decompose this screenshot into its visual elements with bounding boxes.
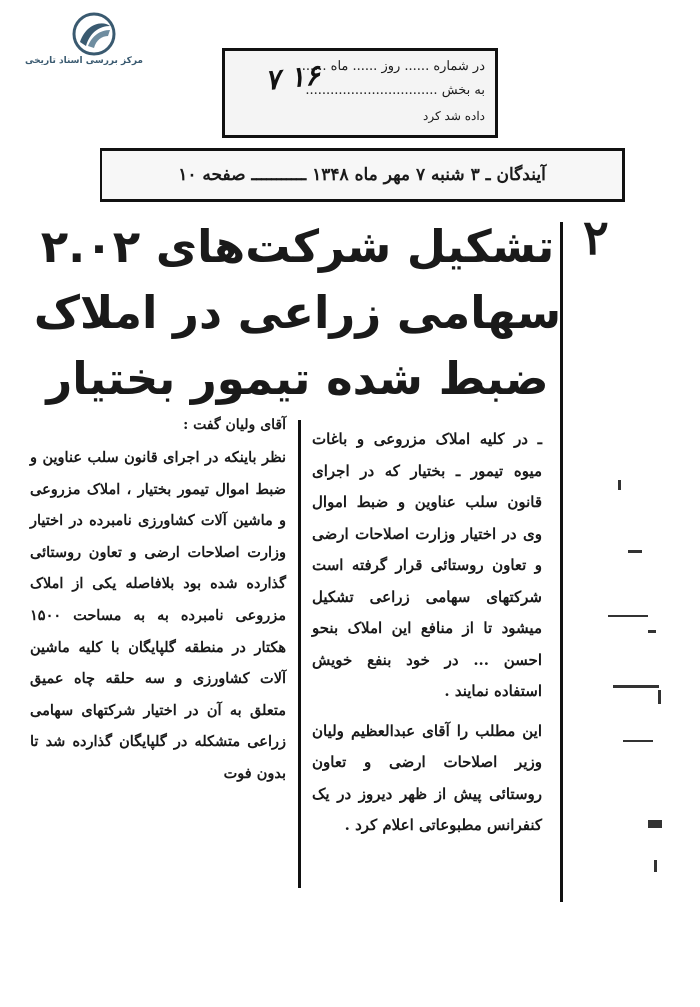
headline-line-1: تشکیل شرکت‌های ۲.۰۲ [40,220,555,273]
adjacent-column-remnants [588,440,688,920]
archive-logo [24,12,144,72]
stamp-line-2: به بخش ................................ [305,83,485,98]
article-column-right [312,424,542,842]
stamp-handwriting: ۱۶ ۷ [263,58,322,97]
logo-text: مرکز بررسی اسناد تاریخی [24,56,144,66]
stamp-line-1: در شماره ...... روز ...... ماه ...... [301,59,485,74]
archive-logo-icon [72,12,116,56]
stamp-line-3: داده شد کرد [423,109,485,123]
headline-line-3: ضبط شده تیمور بختیار [46,352,549,405]
article-headline [20,214,575,412]
side-number: ۲ [583,210,609,266]
article-paragraph: ـ در کلیه املاک مزروعی و باغات میوه تیمور ـ بختیار که در اجرای قانون سلب عناوین و ضبط اموال وی در اختیار وزارت اصلاحات ارضی و تعاون روستائی قرار گرفته است شرکتهای سهامی زراعی تشکیل میشود تا از منافع این املاک بنحو احسن ... در خود بنفع خویش استفاده نمایند . [312,430,542,700]
registry-stamp [222,48,498,138]
article-subhead: آقای ولیان گفت : [183,417,286,433]
article-paragraph: نظر باینکه در اجرای قانون سلب عناوین و ضبط اموال تیمور بختیار ، املاک مزروعی و ماشین آلات کشاورزی نامبرده در اختیار وزارت اصلاحات ارضی و تعاون روستائی گذارده شده بود بلافاصله یکی از املاک مزروعی نامبرده به به مساحت ۱۵۰۰ هکتار در منطقه گلپایگان با کلیه ماشین آلات کشاورزی و سه حلقه چاه عمیق متعلق به آن در اختیار شرکتهای سهامی زراعی متشکله در گلپایگان گذارده شد تا بدون فوت [30,449,286,782]
column-divider [298,420,301,888]
article-column-left [30,412,286,790]
newspaper-dateline: آیندگان ـ ۳ شنبه ۷ مهر ماه ۱۳۴۸ ـــــــــــ صفحه ۱۰ [100,148,625,202]
headline-line-2: سهامی زراعی در املاک [33,286,562,339]
article-paragraph: این مطلب را آقای عبدالعظیم ولیان وزیر اصلاحات ارضی و تعاون روستائی پیش از ظهر دیروز در یک کنفرانس مطبوعاتی اعلام کرد . [312,721,542,834]
